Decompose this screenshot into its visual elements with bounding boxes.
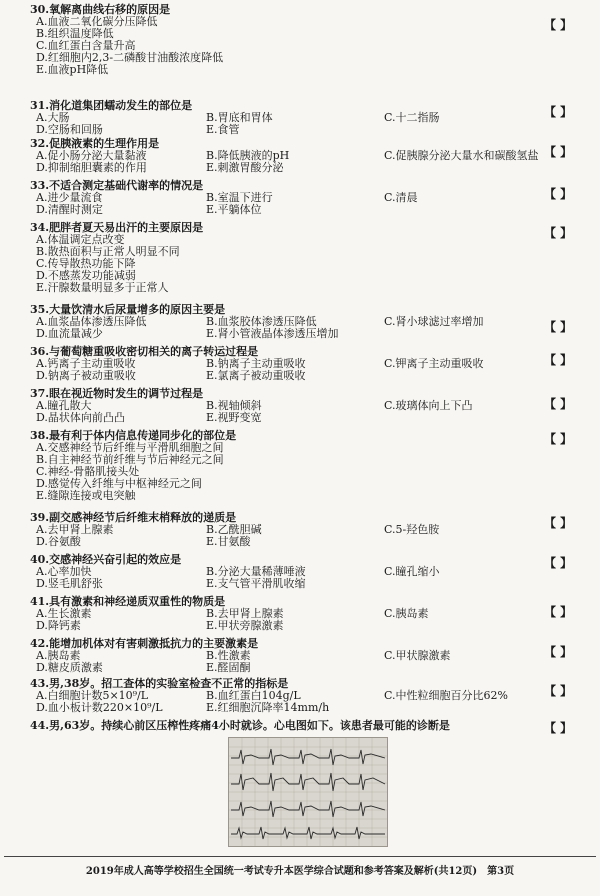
option-c: C.甲状腺激素 (384, 649, 451, 662)
option-e: E.醛固酮 (206, 661, 251, 674)
question-stem: 肥胖者夏天易出汗的主要原因是 (49, 221, 204, 234)
option-d: D.竖毛肌舒张 (36, 577, 103, 590)
option-e: E.刺激胃酸分泌 (206, 161, 284, 174)
option-c: C.肾小球滤过率增加 (384, 315, 484, 328)
option-d: D.钠离子被动重吸收 (36, 369, 136, 382)
option-d: D.降钙素 (36, 619, 81, 632)
question-39 (30, 511, 573, 548)
question-stem: 具有激素和神经递质双重性的物质是 (49, 595, 226, 608)
option-b: B.分泌大量稀薄唾液 (206, 565, 306, 578)
question-37 (30, 387, 573, 424)
question-number: 31. (30, 99, 50, 112)
question-number: 40. (30, 553, 50, 566)
option-d: D.抑制缩胆囊素的作用 (36, 161, 147, 174)
option-e: E.视野变宽 (206, 411, 262, 424)
option-e: E.氯离子被动重吸收 (206, 369, 306, 382)
option-a: A.血液二氧化碳分压降低 (36, 15, 158, 28)
answer-bracket-40: 【 】 (544, 556, 573, 570)
question-stem: 眼在视近物时发生的调节过程是 (49, 387, 204, 400)
option-a: A.交感神经节后纤维与平滑肌细胞之间 (36, 441, 224, 454)
question-42 (30, 637, 573, 674)
question-40 (30, 553, 573, 590)
option-b: B.钠离子主动重吸收 (206, 357, 306, 370)
question-number: 42. (30, 637, 50, 650)
option-c: C.十二指肠 (384, 111, 440, 124)
option-c: C.玻璃体向上下凸 (384, 399, 473, 412)
option-b: B.胃底和胃体 (206, 111, 273, 124)
question-stem: 能增加机体对有害刺激抵抗力的主要激素是 (49, 637, 259, 650)
answer-bracket-35: 【 】 (544, 320, 573, 334)
option-b: B.性激素 (206, 649, 251, 662)
answer-bracket-41: 【 】 (544, 605, 573, 619)
question-number: 44. (30, 719, 50, 732)
option-e: E.甘氨酸 (206, 535, 251, 548)
option-d: D.不感蒸发功能减弱 (36, 269, 136, 282)
option-a: A.胰岛素 (36, 649, 81, 662)
question-41 (30, 595, 573, 632)
option-d: D.空肠和回肠 (36, 123, 103, 136)
option-e: E.食管 (206, 123, 240, 136)
question-31 (30, 99, 573, 136)
page-footer (0, 862, 600, 877)
question-number: 38. (30, 429, 50, 442)
option-e: E.红细胞沉降率14mm/h (206, 701, 330, 714)
option-a: A.促小肠分泌大量黏液 (36, 149, 147, 162)
option-a: A.心率加快 (36, 565, 92, 578)
option-d: D.糖皮质激素 (36, 661, 103, 674)
question-number: 37. (30, 387, 50, 400)
question-stem: 氧解离曲线右移的原因是 (49, 3, 171, 16)
footer-title: 2019年成人高等学校招生全国统一考试专升本医学综合试题和参考答案及解析(共12页) (85, 866, 478, 877)
question-number: 34. (30, 221, 50, 234)
option-a: A.血浆晶体渗透压降低 (36, 315, 147, 328)
answer-bracket-44: 【 】 (544, 721, 573, 735)
question-stem: 男,63岁。持续心前区压榨性疼痛4小时就诊。心电图如下。该患者最可能的诊断是 (49, 719, 450, 732)
option-b: B.降低胰液的pH (206, 149, 290, 162)
option-a: A.去甲肾上腺素 (36, 523, 114, 536)
option-b: B.去甲肾上腺素 (206, 607, 284, 620)
option-c: C.胰岛素 (384, 607, 429, 620)
question-30 (30, 3, 573, 76)
option-d: D.感觉传入纤维与中枢神经元之间 (36, 477, 202, 490)
question-stem: 副交感神经节后纤维末梢释放的递质是 (49, 511, 237, 524)
option-c: C.传导散热功能下降 (36, 257, 136, 270)
question-stem: 男,38岁。招工查体的实验室检查不正常的指标是 (49, 677, 289, 690)
option-d: D.晶状体向前凸凸 (36, 411, 125, 424)
question-number: 36. (30, 345, 50, 358)
option-b: B.血红蛋白104g/L (206, 689, 301, 702)
answer-bracket-38: 【 】 (544, 432, 573, 446)
question-35 (30, 303, 573, 340)
question-stem: 促胰液素的生理作用是 (49, 137, 160, 150)
option-c: C.促胰腺分泌大量水和碳酸氢盐 (384, 149, 539, 162)
option-c: C.5-羟色胺 (384, 523, 440, 536)
question-number: 32. (30, 137, 50, 150)
option-a: A.钙离子主动重吸收 (36, 357, 136, 370)
question-number: 43. (30, 677, 50, 690)
answer-bracket-37: 【 】 (544, 397, 573, 411)
answer-bracket-32: 【 】 (544, 145, 573, 159)
question-stem: 不适合测定基础代谢率的情况是 (49, 179, 204, 192)
option-c: C.中性粒细胞百分比62% (384, 689, 508, 702)
question-number: 33. (30, 179, 50, 192)
option-e: E.血液pH降低 (36, 63, 109, 76)
question-38 (30, 429, 573, 502)
option-e: E.支气管平滑肌收缩 (206, 577, 306, 590)
option-b: B.乙酰胆碱 (206, 523, 262, 536)
option-a: A.瞳孔散大 (36, 399, 92, 412)
option-a: A.进少量流食 (36, 191, 103, 204)
answer-bracket-43: 【 】 (544, 684, 573, 698)
question-stem: 交感神经兴奋引起的效应是 (49, 553, 182, 566)
answer-bracket-42: 【 】 (544, 645, 573, 659)
option-b: B.室温下进行 (206, 191, 273, 204)
option-e: E.甲状旁腺激素 (206, 619, 284, 632)
question-44 (30, 720, 570, 732)
footer-divider (4, 856, 596, 857)
question-stem: 消化道集团蠕动发生的部位是 (49, 99, 193, 112)
question-34 (30, 221, 573, 294)
option-c: C.神经-骨骼肌接头处 (36, 465, 140, 478)
option-a: A.大肠 (36, 111, 70, 124)
question-number: 41. (30, 595, 50, 608)
option-d: D.血小板计数220×10⁹/L (36, 701, 163, 714)
option-b: B.自主神经节前纤维与节后神经元之间 (36, 453, 224, 466)
question-36 (30, 345, 573, 382)
option-d: D.清醒时测定 (36, 203, 103, 216)
option-a: A.白细胞计数5×10⁹/L (36, 689, 149, 702)
question-stem: 大量饮清水后尿量增多的原因主要是 (49, 303, 226, 316)
option-b: B.散热面积与正常人明显不同 (36, 245, 180, 258)
answer-bracket-31: 【 】 (544, 105, 573, 119)
question-32 (30, 137, 573, 174)
question-43 (30, 677, 573, 714)
option-c: C.瞳孔缩小 (384, 565, 440, 578)
option-c: C.钾离子主动重吸收 (384, 357, 484, 370)
option-c: C.血红蛋白含量升高 (36, 39, 136, 52)
option-d: D.红细胞内2,3-二磷酸甘油酸浓度降低 (36, 51, 224, 64)
option-e: E.缝隙连接或电突触 (36, 489, 136, 502)
question-33 (30, 179, 573, 216)
option-e: E.肾小管液晶体渗透压增加 (206, 327, 339, 340)
answer-bracket-30: 【 】 (544, 18, 573, 32)
option-c: C.清晨 (384, 191, 418, 204)
question-stem: 最有利于体内信息传递同步化的部位是 (49, 429, 237, 442)
answer-bracket-39: 【 】 (544, 516, 573, 530)
option-b: B.血浆胶体渗透压降低 (206, 315, 317, 328)
option-e: E.平躺体位 (206, 203, 262, 216)
question-number: 39. (30, 511, 50, 524)
answer-bracket-33: 【 】 (544, 187, 573, 201)
option-e: E.汗腺数量明显多于正常人 (36, 281, 169, 294)
question-number: 35. (30, 303, 50, 316)
question-number: 30. (30, 3, 50, 16)
option-a: A.体温调定点改变 (36, 233, 125, 246)
option-b: B.视轴倾斜 (206, 399, 262, 412)
option-d: D.谷氨酸 (36, 535, 81, 548)
question-stem: 与葡萄糖重吸收密切相关的离子转运过程是 (49, 345, 259, 358)
answer-bracket-36: 【 】 (544, 353, 573, 367)
option-a: A.生长激素 (36, 607, 92, 620)
page-number: 第3页 (487, 866, 515, 877)
answer-bracket-34: 【 】 (544, 226, 573, 240)
ecg-image (228, 737, 388, 847)
option-b: B.组织温度降低 (36, 27, 114, 40)
option-d: D.血流量减少 (36, 327, 103, 340)
